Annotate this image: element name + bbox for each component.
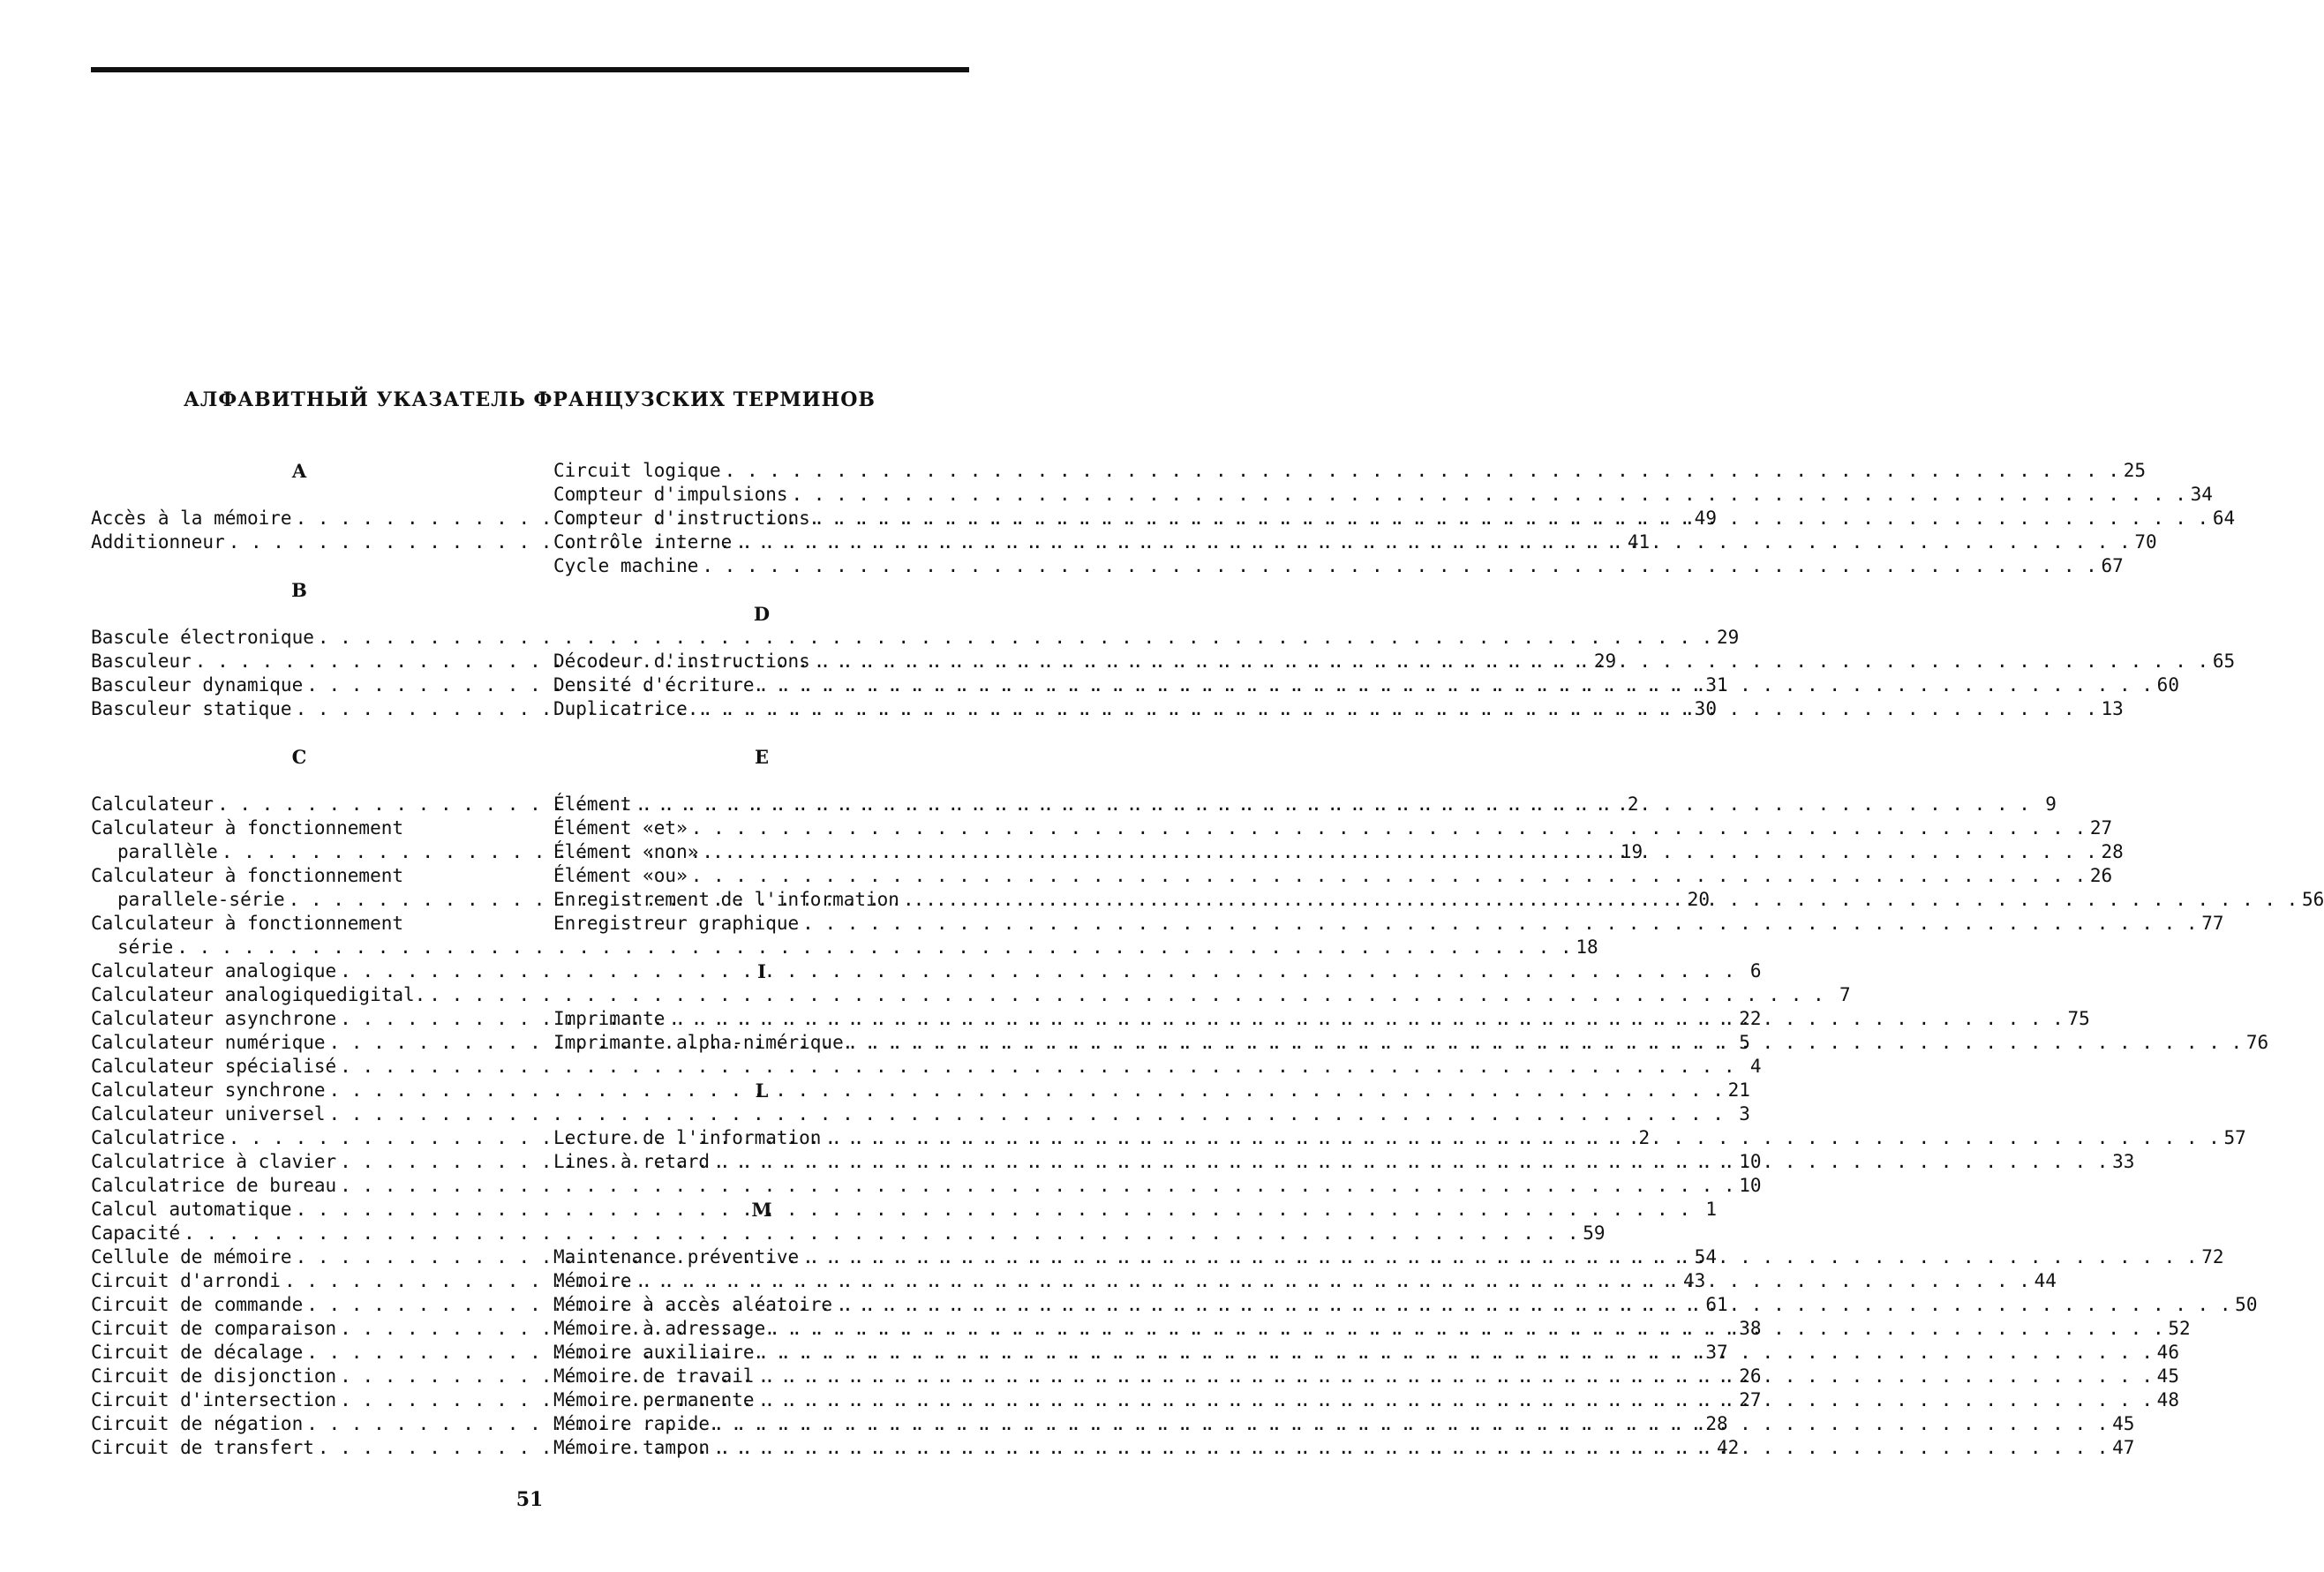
index-entry: Circuit de commande . . . 61	[91, 1293, 508, 1317]
index-entry: Cellule de mémoire . . . 54	[91, 1245, 508, 1269]
index-entry: Imprimante alpha-nimérique . . . 76	[553, 1031, 970, 1055]
index-entry: Calcul automatique . . . 1	[91, 1198, 508, 1222]
index-entry: Basculeur dynamique . . . 31	[91, 673, 508, 697]
index-entry: Calculateur analogique . . . 6	[91, 959, 508, 983]
index-entry: Calculatrice de bureau . . . 10	[91, 1174, 508, 1198]
index-entry: Maintenance préventive . . . 72	[553, 1245, 970, 1269]
index-entry: Mémoire auxiliaire . . . 46	[553, 1341, 970, 1365]
index-entry: Calculatrice à clavier . . . 10	[91, 1150, 508, 1174]
index-entry: Circuit de disjonction . . . 26	[91, 1365, 508, 1388]
index-entry-head: Calculateur à fonctionnement	[91, 865, 404, 886]
index-entry: Lecture de l'information . . . 57	[553, 1126, 970, 1150]
index-entry: Mémoire à accès aléatoire . . . 50	[553, 1293, 970, 1317]
index-entry: Basculeur . . . 29	[91, 650, 508, 673]
index-entry: Circuit logique . . . 25	[553, 459, 970, 483]
index-entry: Calculateur spécialisé . . . 4	[91, 1055, 508, 1079]
index-entry: Mémoire de travail . . . 45	[553, 1365, 970, 1388]
index-entry: Mémoire permanente . . . 48	[553, 1388, 970, 1412]
index-entry: Capacité . . . 59	[91, 1222, 508, 1245]
index-entry: Calculatrice . . . 2	[91, 1126, 508, 1150]
index-entry: Circuit d'arrondi . . . 43	[91, 1269, 508, 1293]
index-entry: Calculateur analogiquedigital. . . . 7	[91, 983, 508, 1007]
section-letter-m: M	[751, 1199, 772, 1221]
index-entry-continuation: parallele-série . . . 20	[91, 888, 508, 912]
index-entry: Mémoire rapide . . . 45	[553, 1412, 970, 1436]
index-entry-continuation: série . . . 18	[91, 936, 508, 959]
index-entry: Calculateur asynchrone . . . 22	[91, 1007, 508, 1031]
index-entry: Mémoire à adressage . . . 52	[553, 1317, 970, 1341]
index-entry: Élément «ou» . . . 26	[553, 864, 970, 888]
index-entry-head: Calculateur à fonctionnement	[91, 817, 404, 839]
index-entry: Lines à retard . . . 33	[553, 1150, 970, 1174]
index-entry: Calculateur synchrone . . . 21	[91, 1079, 508, 1102]
index-entry-head: Calculateur à fonctionnement	[91, 913, 404, 934]
section-letter-e: E	[754, 746, 769, 768]
page-number: 51	[515, 1488, 544, 1511]
index-entry: Cycle machine . . . 67	[553, 554, 970, 578]
index-entry-continuation: parallèle . . . 19	[91, 840, 508, 864]
page-title: АЛФАВИТНЫЙ УКАЗАТЕЛЬ ФРАНЦУЗСКИХ ТЕРМИНОВ	[183, 388, 876, 411]
section-letter-l: L	[755, 1079, 769, 1102]
index-entry: Mémoire tampon . . . 47	[553, 1436, 970, 1460]
index-entry: Enregistrement de l'information . . . 56	[553, 888, 970, 912]
index-entry: Compteur d'impulsions . . . 34	[553, 483, 970, 507]
index-entry: Calculateur numérique . . . 5	[91, 1031, 508, 1055]
index-entry: Circuit de négation . . . 28	[91, 1412, 508, 1436]
index-entry: Accès à la mémoire . . . 49	[91, 507, 508, 530]
index-entry: Circuit de comparaison . . . 38	[91, 1317, 508, 1341]
index-entry: Imprimante . . . 75	[553, 1007, 970, 1031]
index-entry: Additionneur . . . 41	[91, 530, 508, 554]
index-entry: Calculateur universel . . . 3	[91, 1102, 508, 1126]
index-entry: Duplicatrice. . . . 13	[553, 697, 970, 721]
section-letter-b: B	[291, 579, 307, 601]
index-entry: Mémoire . . . 44	[553, 1269, 970, 1293]
index-entry: Élément . . . 9	[553, 793, 970, 816]
index-entry: Élément «non» . . . 28	[553, 840, 970, 864]
section-letter-d: D	[753, 603, 771, 625]
index-entry: Enregistreur graphique . . . 77	[553, 912, 970, 936]
top-rule	[91, 67, 969, 72]
index-entry: Circuit d'intersection . . . 27	[91, 1388, 508, 1412]
index-entry: Élément «et» . . . 27	[553, 816, 970, 840]
section-letter-a: A	[291, 460, 307, 482]
index-entry: Calculateur . . . 2	[91, 793, 508, 816]
index-entry: Basculeur statique . . . 30	[91, 697, 508, 721]
index-entry: Circuit de décalage . . . 37	[91, 1341, 508, 1365]
index-entry: Bascule électronique . . . 29	[91, 626, 508, 650]
section-letter-c: C	[291, 746, 307, 768]
index-entry: Contrôle interne . . . 70	[553, 530, 970, 554]
index-entry: Densité d'écriture . . . 60	[553, 673, 970, 697]
index-entry: Circuit de transfert . . . 42	[91, 1436, 508, 1460]
index-entry: Compteur d'instructions . . . 64	[553, 507, 970, 530]
index-entry: Décodeur d'instructions . . . 65	[553, 650, 970, 673]
section-letter-i: I	[757, 960, 766, 982]
